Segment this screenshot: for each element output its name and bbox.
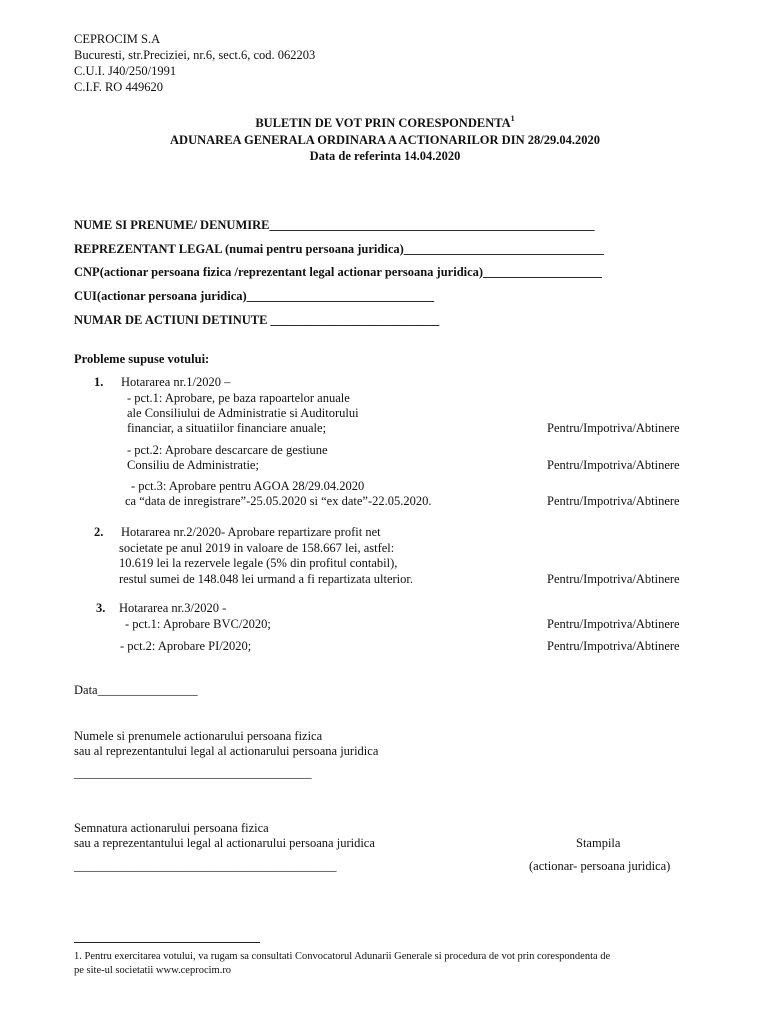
cui-field[interactable]: CUI(actionar persoana juridica)______________________________ <box>74 289 435 303</box>
item-1-pct2-line: - pct.2: Aprobare descarcare de gestiune <box>127 443 328 457</box>
shareholder-name-label: Numele si prenumele actionarului persoana fizica <box>74 729 323 743</box>
item-3-title: Hotararea nr.3/2020 - <box>119 601 227 615</box>
shares-field[interactable]: NUMAR DE ACTIUNI DETINUTE ___________________________ <box>74 313 440 327</box>
name-field[interactable]: NUME SI PRENUME/ DENUMIRE____________________________________________________ <box>74 218 595 232</box>
vote-options-2[interactable]: Pentru/Impotriva/Abtinere <box>547 572 680 586</box>
company-name: CEPROCIM S.A <box>74 32 161 46</box>
shareholder-name-blank[interactable]: ______________________________________ <box>74 766 312 780</box>
cnp-field[interactable]: CNP(actionar persoana fizica /reprezentant legal actionar persoana juridica)___________________ <box>74 265 602 279</box>
item-1-pct1-line: ale Consiliului de Administratie si Auditorului <box>127 406 359 420</box>
signature-label-2: sau a reprezentantului legal al actionarului persoana juridica <box>74 836 375 850</box>
item-3-number: 3. <box>96 601 106 615</box>
company-address: Bucuresti, str.Preciziei, nr.6, sect.6, cod. 062203 <box>74 48 316 62</box>
footnote-mark: 1 <box>510 114 515 123</box>
item-1-pct3-line: ca “data de inregistrare”-25.05.2020 si “ex date”-22.05.2020. <box>125 494 432 508</box>
item-1-pct2-line: Consiliu de Administratie; <box>127 458 259 472</box>
signature-label: Semnatura actionarului persoana fizica <box>74 821 269 835</box>
item-1-pct1-line: - pct.1: Aprobare, pe baza rapoartelor anuale <box>127 391 350 405</box>
company-cui: C.U.I. J40/250/1991 <box>74 64 177 78</box>
company-cif: C.I.F. RO 449620 <box>74 80 163 94</box>
item-2-number: 2. <box>94 525 104 539</box>
stamp-note: (actionar- persoana juridica) <box>529 859 671 873</box>
item-3-pct1: - pct.1: Aprobare BVC/2020; <box>125 617 271 631</box>
title-line-2: ADUNAREA GENERALA ORDINARA A ACTIONARILOR DIN 28/29.04.2020 <box>170 132 600 147</box>
item-1-pct3-line: - pct.3: Aprobare pentru AGOA 28/29.04.2020 <box>131 479 365 493</box>
item-2-line: 10.619 lei la rezervele legale (5% din profitul contabil), <box>119 556 398 570</box>
item-1-number: 1. <box>94 375 104 389</box>
item-3-pct2: - pct.2: Aprobare PI/2020; <box>120 639 252 653</box>
company-header <box>74 31 315 95</box>
item-1-title: Hotararea nr.1/2020 – <box>121 375 231 389</box>
item-2-line: restul sumei de 148.048 lei urmand a fi repartizata ulterior. <box>119 572 414 586</box>
item-2-line: societate pe anul 2019 in valoare de 158.667 lei, astfel: <box>119 541 395 555</box>
title-line-1: BULETIN DE VOT PRIN CORESPONDENTA <box>255 116 511 131</box>
shareholder-name-label-2: sau al reprezentantului legal al actionarului persoana juridica <box>74 744 379 758</box>
legal-rep-field[interactable]: REPREZENTANT LEGAL (numai pentru persoana juridica)________________________________ <box>74 242 604 256</box>
date-field[interactable]: Data________________ <box>74 683 198 697</box>
vote-options-1-3[interactable]: Pentru/Impotriva/Abtinere <box>547 494 680 508</box>
issues-heading: Probleme supuse votului: <box>74 352 210 366</box>
stamp-label: Stampila <box>576 836 621 850</box>
vote-options-1-1[interactable]: Pentru/Impotriva/Abtinere <box>547 421 680 435</box>
item-2-line: Hotararea nr.2/2020- Aprobare repartizare profit net <box>121 525 381 539</box>
vote-options-3-2[interactable]: Pentru/Impotriva/Abtinere <box>547 639 680 653</box>
item-1-pct1-line: financiar, a situatiilor financiare anuale; <box>127 421 327 435</box>
vote-options-1-2[interactable]: Pentru/Impotriva/Abtinere <box>547 458 680 472</box>
signature-blank[interactable]: __________________________________________ <box>74 859 337 873</box>
title-line-3: Data de referinta 14.04.2020 <box>309 149 461 164</box>
document-title <box>0 112 770 165</box>
footnote-divider <box>74 942 260 943</box>
footnote-line-1: 1. Pentru exercitarea votului, va rugam sa consultati Convocatorul Adunarii Generale si procedura de vot prin corespondenta de <box>74 951 611 962</box>
footnote-line-2: pe site-ul societatii www.ceprocim.ro <box>74 965 232 976</box>
vote-options-3-1[interactable]: Pentru/Impotriva/Abtinere <box>547 617 680 631</box>
